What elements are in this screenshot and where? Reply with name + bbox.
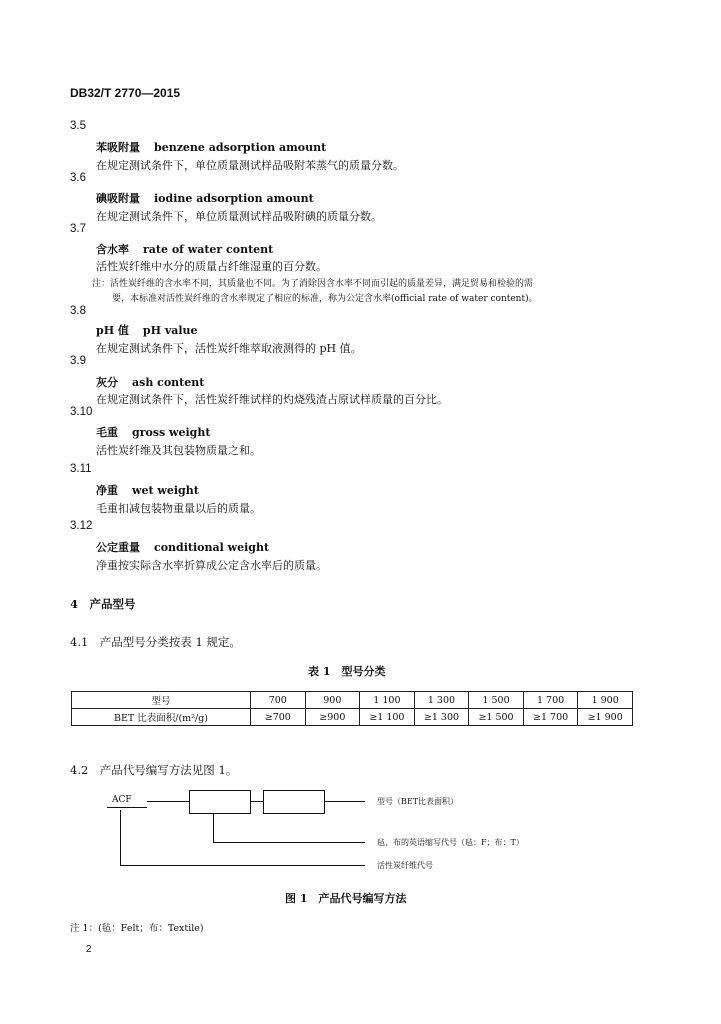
term-zh: pH 值 — [96, 324, 129, 337]
table-row — [72, 709, 633, 726]
leader-line-model — [325, 801, 365, 802]
table-cell: ≥1 700 — [523, 709, 578, 726]
term-definition: 活性炭纤维及其包装物质量之和。 — [96, 444, 261, 457]
term-en: iodine adsorption amount — [154, 192, 314, 205]
term-en: ash content — [132, 376, 205, 389]
term-en: gross weight — [132, 426, 211, 439]
term-number: 3.11 — [70, 463, 92, 475]
table-header-row — [72, 692, 633, 709]
term-number: 3.10 — [70, 406, 93, 418]
term-definition: 在规定测试条件下，活性炭纤维试样的灼烧残渣占原试样质量的百分比。 — [96, 393, 448, 406]
term-number: 3.8 — [70, 305, 86, 317]
term-number: 3.6 — [70, 172, 86, 184]
figure-caption: 图 1 产品代号编写方法 — [285, 892, 407, 905]
table-cell: 1 100 — [360, 692, 415, 709]
term-definition: 在规定测试条件下，活性炭纤维萃取液测得的 pH 值。 — [96, 342, 362, 355]
term-zh: 灰分 — [96, 376, 118, 389]
term-definition: 活性炭纤维中水分的质量占纤维湿重的百分数。 — [96, 260, 327, 273]
label-model: 型号（BET比表面积） — [377, 797, 459, 806]
table-caption: 表 1 型号分类 — [308, 665, 386, 678]
table-cell: 型号 — [72, 692, 251, 709]
term-en: pH value — [142, 324, 198, 337]
table-cell: ≥900 — [305, 709, 360, 726]
term-definition: 净重按实际含水率折算成公定含水率后的质量。 — [96, 559, 327, 572]
term-zh: 苯吸附量 — [96, 141, 140, 154]
table-cell: BET 比表面积/(m²/g) — [72, 709, 251, 726]
section-heading: 4 产品型号 — [70, 597, 136, 611]
connector-line — [147, 801, 189, 802]
term-en: conditional weight — [154, 541, 270, 554]
term-en: wet weight — [132, 484, 199, 497]
term-number: 3.7 — [70, 223, 86, 235]
leader-line-acf — [120, 865, 365, 866]
table-cell: 1 900 — [578, 692, 633, 709]
term-title — [96, 241, 273, 257]
leader-line-felt — [213, 842, 365, 843]
table-cell: 700 — [251, 692, 306, 709]
acf-label: ACF — [112, 795, 132, 805]
term-note: 注：活性炭纤维的含水率不同，其质量也不同。为了消除因含水率不同而引起的质量差异，满足贸易和检验的需 — [92, 279, 534, 289]
code-box-model — [263, 790, 325, 814]
term-note-continued: 要，本标准对活性炭纤维的含水率规定了相应的标准，称为公定含水率(official rate of water content)。 — [112, 294, 538, 304]
table-cell: ≥1 100 — [360, 709, 415, 726]
term-en: rate of water content — [143, 243, 274, 256]
term-title — [96, 539, 269, 555]
term-en: benzene adsorption amount — [154, 141, 327, 154]
acf-underline — [107, 807, 147, 808]
table-cell: 1 500 — [469, 692, 524, 709]
term-title — [96, 190, 314, 206]
leader-vertical-acf — [120, 810, 121, 866]
term-definition: 在规定测试条件下，单位质量测试样品吸附碘的质量分数。 — [96, 210, 382, 223]
term-zh: 碘吸附量 — [96, 192, 140, 205]
term-title — [96, 424, 210, 440]
table-cell: ≥1 500 — [469, 709, 524, 726]
table-cell: ≥1 300 — [414, 709, 469, 726]
term-zh: 含水率 — [96, 243, 129, 256]
table-cell: ≥700 — [251, 709, 306, 726]
model-type-table — [71, 691, 633, 726]
label-felt-textile: 毡、布的英语缩写代号（毡：F；布：T） — [377, 838, 524, 847]
term-zh: 公定重量 — [96, 541, 140, 554]
clause-4-2: 4.2 产品代号编写方法见图 1。 — [70, 763, 238, 777]
figure-note: 注 1：(毡：Felt；布：Textile) — [70, 923, 204, 934]
code-box-felt-textile — [189, 790, 251, 814]
term-number: 3.12 — [70, 520, 93, 532]
table-cell: 900 — [305, 692, 360, 709]
box-gap-line — [251, 801, 263, 802]
table-cell: 1 700 — [523, 692, 578, 709]
term-zh: 净重 — [96, 484, 118, 497]
term-number: 3.9 — [70, 355, 86, 367]
term-definition: 在规定测试条件下，单位质量测试样品吸附苯蒸气的质量分数。 — [96, 159, 404, 172]
table-cell: 1 300 — [414, 692, 469, 709]
table-cell: ≥1 900 — [578, 709, 633, 726]
term-title — [96, 482, 199, 498]
term-number: 3.5 — [70, 120, 86, 132]
page-number: 2 — [86, 944, 92, 955]
term-title — [96, 374, 204, 390]
term-definition: 毛重扣减包装物重量以后的质量。 — [96, 502, 261, 515]
standard-code: DB32/T 2770—2015 — [70, 86, 181, 100]
term-title — [96, 139, 326, 155]
clause-4-1: 4.1 产品型号分类按表 1 规定。 — [70, 635, 241, 649]
label-acf-code: 活性炭纤维代号 — [377, 861, 433, 870]
term-title — [96, 322, 198, 338]
term-zh: 毛重 — [96, 426, 118, 439]
leader-vertical-felt — [213, 814, 214, 843]
